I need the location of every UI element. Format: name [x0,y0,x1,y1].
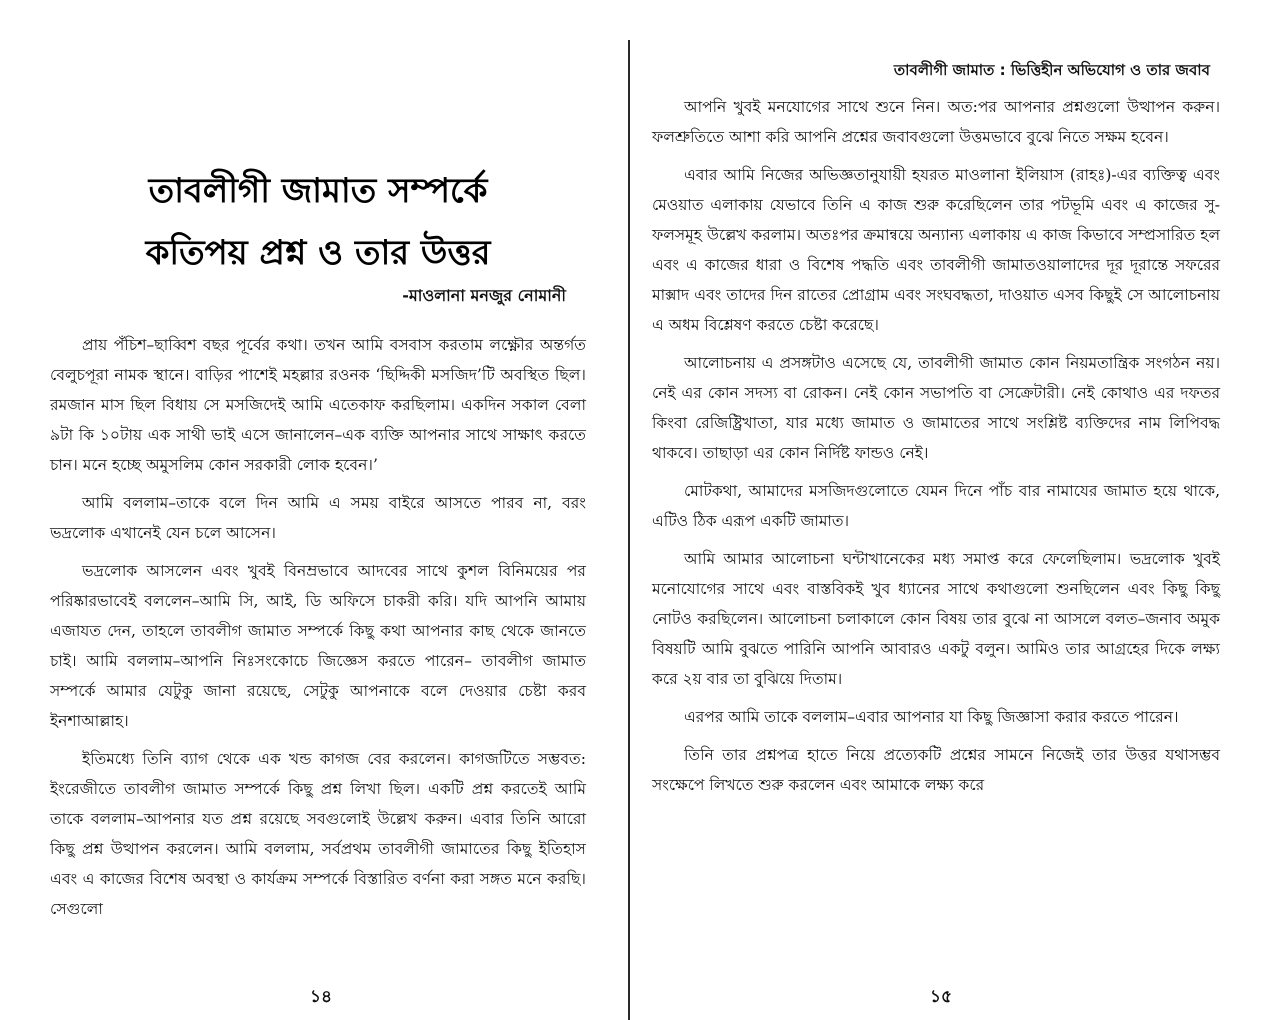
left-page-number: ১৪ [310,987,333,1007]
right-page [630,0,1280,1020]
left-page [0,0,628,1020]
right-paragraph-4: মোটকথা, আমাদের মসজিদগুলোতে যেমন দিনে পাঁচ বার নামাযের জামাত হয়ে থাকে, এটিও ঠিক এরূপ একটি জামাত। [652,482,1220,530]
right-paragraph-1: আপনি খুবই মনযোগের সাথে শুনে নিন। অত:পর আপনার প্রশ্নগুলো উত্থাপন করুন। ফলশ্রুতিতে আশা করি আপনি প্রশ্নের জবাবগুলো উত্তমভাবে বুঝে নিতে সক্ষম হবেন। [652,98,1220,146]
chapter-title-line-2: কতিপয় প্রশ্ন ও তার উত্তর [145,233,491,273]
right-paragraph-5: আমি আমার আলোচনা ঘন্টাখানেকের মধ্য সমাপ্ত করে ফেলেছিলাম। ভদ্রলোক খুবই মনোযোগের সাথে এবং বাস্তবিকই খুব ধ্যানের সাথে কথাগুলো শুনছিলেন এবং কিছু কিছু নোটও করছিলেন। আলোচনা চলাকালে কোন বিষয় তার বুঝে না আসলে বলত–জনাব অমুক বিষয়টি আমি বুঝতে পারিনি আপনি আবারও একটু বলুন। আমিও তার আগ্রহের দিকে লক্ষ্য করে ২য় বার তা বুঝিয়ে দিতাম। [652,550,1220,688]
left-paragraph-2: আমি বললাম–তাকে বলে দিন আমি এ সময় বাইরে আসতে পারব না, বরং ভদ্রলোক এখানেই যেন চলে আসেন। [50,494,586,542]
right-page-number: ১৫ [930,987,953,1007]
author-byline: -মাওলানা মনজুর নোমানী [402,286,566,305]
chapter-title [50,160,586,284]
right-paragraph-2: এবার আমি নিজের অভিজ্ঞতানুযায়ী হযরত মাওলানা ইলিয়াস (রাহঃ)-এর ব্যক্তিত্ব এবং মেওয়াত এলাকায় যেভাবে তিনি এ কাজ শুরু করেছিলেন তার পটভূমি এবং এ কাজের সু-ফলসমূহ উল্লেখ করলাম। অতঃপর ক্রমান্বয়ে অন্যান্য এলাকায় এ কাজ কিভাবে সম্প্রসারিত হল এবং এ কাজের ধারা ও বিশেষ পদ্ধতি এবং তাবলীগী জামাতওয়ালাদের দূর দূরান্তে সফরের মাক্সাদ এবং তাদের দিন রাতের প্রোগ্রাম এবং সংঘবদ্ধতা, দাওয়াত এসব কিছুই সে আলোচনায় এ অধম বিশ্লেষণ করতে চেষ্টা করেছে। [652,166,1220,334]
chapter-title-line-1: তাবলীগী জামাত সম্পর্কে [148,171,488,211]
right-paragraph-6: এরপর আমি তাকে বললাম–এবার আপনার যা কিছু জিজ্ঞাসা করার করতে পারেন। [684,708,1179,726]
left-paragraph-4: ইতিমধ্যে তিনি ব্যাগ থেকে এক খন্ড কাগজ বের করলেন। কাগজটিতে সম্ভবত: ইংরেজীতে তাবলীগ জামাত সম্পর্কে কিছু প্রশ্ন লিখা ছিল। একটি প্রশ্ন করতেই আমি তাকে বললাম–আপনার যত প্রশ্ন রয়েছে সবগুলোই উল্লেখ করুন। এবার তিনি আরো কিছু প্রশ্ন উত্থাপন করলেন। আমি বললাম, সর্বপ্রথম তাবলীগী জামাতের কিছু ইতিহাস এবং এ কাজের বিশেষ অবস্থা ও কার্যক্রম সম্পর্কে বিস্তারিত বর্ণনা করা সঙ্গত মনে করছি। সেগুলো [50,750,586,918]
right-paragraph-7: তিনি তার প্রশ্নপত্র হাতে নিয়ে প্রত্যেকটি প্রশ্নের সামনে নিজেই তার উত্তর যথাসম্ভব সংক্ষেপে লিখতে শুরু করলেন এবং আমাকে লক্ষ্য করে [652,746,1220,794]
left-paragraph-1: প্রায় পঁচিশ–ছাব্বিশ বছর পূর্বের কথা। তখন আমি বসবাস করতাম লক্ষ্ণৌর অন্তর্গত বেলুচপূরা নামক স্থানে। বাড়ির পাশেই মহল্লার রওনক ‘ছিদ্দিকী মসজিদ’টি অবস্থিত ছিল। রমজান মাস ছিল বিধায় সে মসজিদেই আমি এতেকাফ করছিলাম। একদিন সকাল বেলা ৯টা কি ১০টায় এক সাথী ভাই এসে জানালেন–এক ব্যক্তি আপনার সাথে সাক্ষাৎ করতে চান। মনে হচ্ছে অমুসলিম কোন সরকারী লোক হবেন।’ [50,336,586,474]
left-paragraph-3: ভদ্রলোক আসলেন এবং খুবই বিনম্রভাবে আদবের সাথে কুশল বিনিময়ের পর পরিষ্কারভাবেই বললেন–আমি সি, আই, ডি অফিসে চাকরী করি। যদি আপনি আমায় এজাযত দেন, তাহলে তাবলীগ জামাত সম্পর্কে কিছু কথা আপনার কাছ থেকে জানতে চাই। আমি বললাম–আপনি নিঃসংকোচে জিজ্ঞেস করতে পারেন– তাবলীগ জামাত সম্পর্কে আমার যেটুকু জানা রয়েছে, সেটুকু আপনাকে বলে দেওয়ার চেষ্টা করব ইনশাআল্লাহ। [50,562,586,730]
running-header: তাবলীগী জামাত : ভিত্তিহীন অভিযোগ ও তার জবাব [893,61,1210,79]
right-paragraph-3: আলোচনায় এ প্রসঙ্গটাও এসেছে যে, তাবলীগী জামাত কোন নিয়মতান্ত্রিক সংগঠন নয়। নেই এর কোন সদস্য বা রোকন। নেই কোন সভাপতি বা সেক্রেটারী। নেই কোথাও এর দফতর কিংবা রেজিষ্ট্রিখাতা, যার মধ্যে জামাত ও জামাতের সাথে সংশ্লিষ্ট ব্যক্তিদের নাম লিপিবদ্ধ থাকবে। তাছাড়া এর কোন নির্দিষ্ট ফান্ডও নেই। [652,354,1220,462]
